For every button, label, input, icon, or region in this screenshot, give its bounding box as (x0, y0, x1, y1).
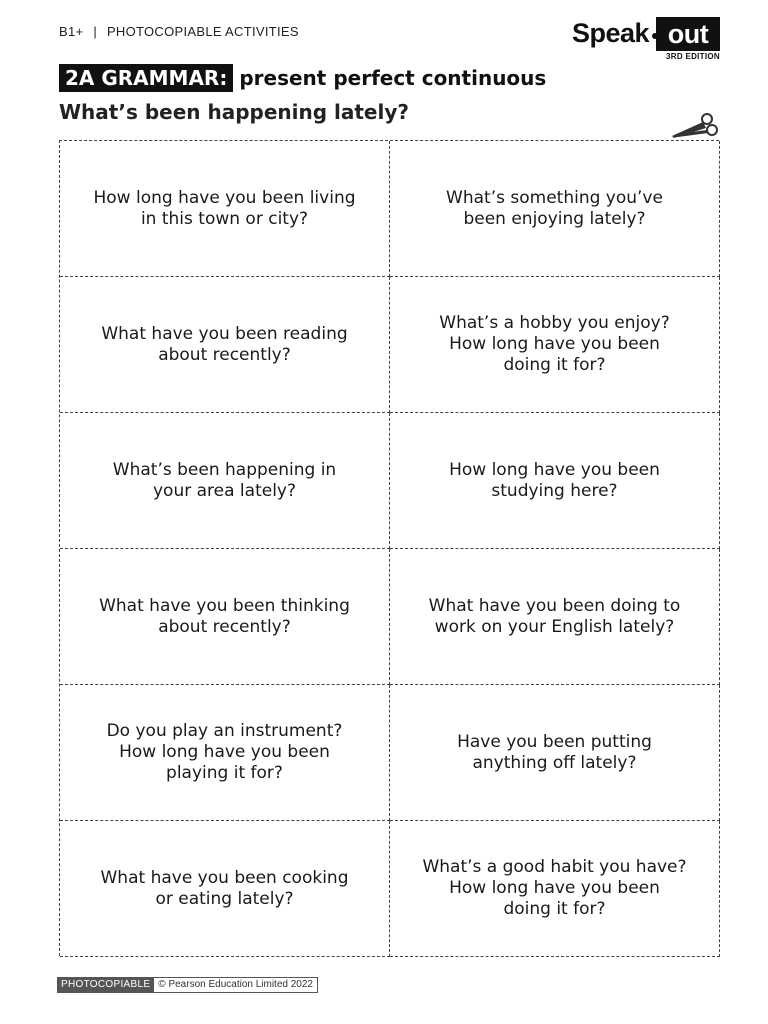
card (390, 685, 720, 821)
card (390, 413, 720, 549)
logo-out-text: out (656, 17, 720, 51)
category-label: PHOTOCOPIABLE ACTIVITIES (106, 24, 299, 39)
card-question: What have you been cooking or eating lately? (100, 867, 349, 909)
header-separator: | (93, 24, 98, 39)
card-question: What’s been happening in your area lately? (112, 459, 337, 501)
logo-edition-text: 3RD EDITION (666, 52, 720, 61)
card-question: What have you been thinking about recently? (99, 595, 350, 637)
card-question: How long have you been studying here? (449, 459, 660, 501)
card-question: What’s something you’ve been enjoying lately? (446, 187, 663, 229)
section-topic: present perfect continuous (239, 66, 547, 90)
card-question: How long have you been living in this town or city? (93, 187, 356, 229)
card-grid (59, 140, 719, 956)
card-question: What have you been doing to work on your English lately? (428, 595, 681, 637)
photocopiable-badge: PHOTOCOPIABLE (57, 977, 154, 993)
level-label: B1+ (59, 24, 84, 39)
card (60, 413, 390, 549)
card (60, 549, 390, 685)
copyright-notice: © Pearson Education Limited 2022 (154, 977, 318, 993)
card-question: Have you been putting anything off lately? (457, 731, 652, 773)
section-label: 2A GRAMMAR: (59, 64, 233, 92)
card (390, 549, 720, 685)
card-question: What’s a good habit you have? How long have you been doing it for? (422, 857, 687, 919)
card (60, 821, 390, 957)
speakout-logo (570, 14, 722, 64)
card (60, 277, 390, 413)
card (390, 821, 720, 957)
header-level-line (59, 24, 299, 39)
page-subtitle: What’s been happening lately? (59, 100, 409, 124)
card (60, 685, 390, 821)
card (60, 141, 390, 277)
section-title (59, 64, 546, 92)
footer (57, 977, 318, 993)
scissors-icon (670, 112, 722, 142)
card (390, 277, 720, 413)
card-question: What have you been reading about recently? (101, 323, 348, 365)
card (390, 141, 720, 277)
logo-speak-text: Speak (572, 18, 650, 48)
card-question: Do you play an instrument? How long have you been playing it for? (106, 721, 343, 783)
card-question: What’s a hobby you enjoy? How long have you been doing it for? (439, 313, 670, 375)
